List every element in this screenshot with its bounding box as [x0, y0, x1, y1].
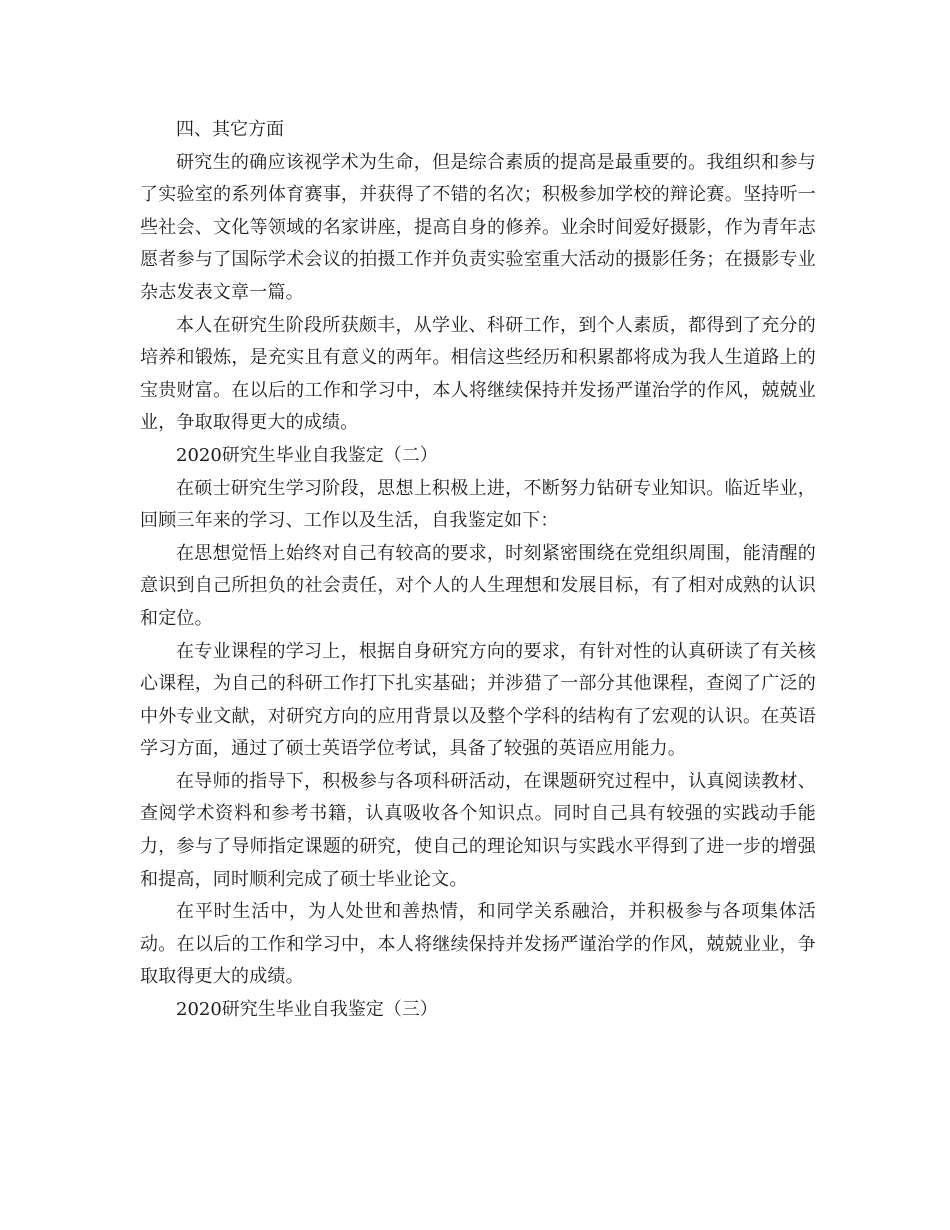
- section-heading-other-aspects: 四、其它方面: [176, 119, 284, 140]
- paragraph-intro: 在硕士研究生学习阶段，思想上积极上进，不断努力钻研专业知识。临近毕业，回顾三年来的学习、工作以及生活，自我鉴定如下：: [140, 477, 816, 532]
- document-page: [140, 114, 816, 1027]
- paragraph-daily-life: 在平时生活中，为人处世和善热情，和同学关系融洽，并积极参与各项集体活动。在以后的工作和学习中，本人将继续保持并发扬严谨治学的作风，兢兢业业，争取取得更大的成绩。: [140, 901, 816, 988]
- paragraph-ideology: 在思想觉悟上始终对自己有较高的要求，时刻紧密围绕在党组织周围，能清醒的意识到自己所担负的社会责任，对个人的人生理想和发展目标，有了相对成熟的认识和定位。: [140, 542, 816, 629]
- section-heading-self-assessment-3: 2020研究生毕业自我鉴定（三）: [176, 999, 438, 1021]
- section-heading-self-assessment-2: 2020研究生毕业自我鉴定（二）: [176, 444, 438, 466]
- paragraph-research: 在导师的指导下，积极参与各项科研活动，在课题研究过程中，认真阅读教材、查阅学术资料和参考书籍，认真吸收各个知识点。同时自己具有较强的实践动手能力，参与了导师指定课题的研究，使自己的理论知识与实践水平得到了进一步的增强和提高，同时顺利完成了硕士毕业论文。: [140, 770, 816, 890]
- paragraph-summary: 本人在研究生阶段所获颇丰，从学业、科研工作，到个人素质，都得到了充分的培养和锻炼，是充实且有意义的两年。相信这些经历和积累都将成为我人生道路上的宝贵财富。在以后的工作和学习中，本人将继续保持并发扬严谨治学的作风，兢兢业业，争取取得更大的成绩。: [140, 314, 816, 434]
- paragraph-comprehensive-quality: 研究生的确应该视学术为生命，但是综合素质的提高是最重要的。我组织和参与了实验室的系列体育赛事，并获得了不错的名次；积极参加学校的辩论赛。坚持听一些社会、文化等领域的名家讲座，提高自身的修养。业余时间爱好摄影，作为青年志愿者参与了国际学术会议的拍摄工作并负责实验室重大活动的摄影任务；在摄影专业杂志发表文章一篇。: [140, 151, 816, 303]
- paragraph-coursework: 在专业课程的学习上，根据自身研究方向的要求，有针对性的认真研读了有关核心课程，为自己的科研工作打下扎实基础；并涉猎了一部分其他课程，查阅了广泛的中外专业文献，对研究方向的应用背景以及整个学科的结构有了宏观的认识。在英语学习方面，通过了硕士英语学位考试，具备了较强的英语应用能力。: [140, 640, 816, 760]
